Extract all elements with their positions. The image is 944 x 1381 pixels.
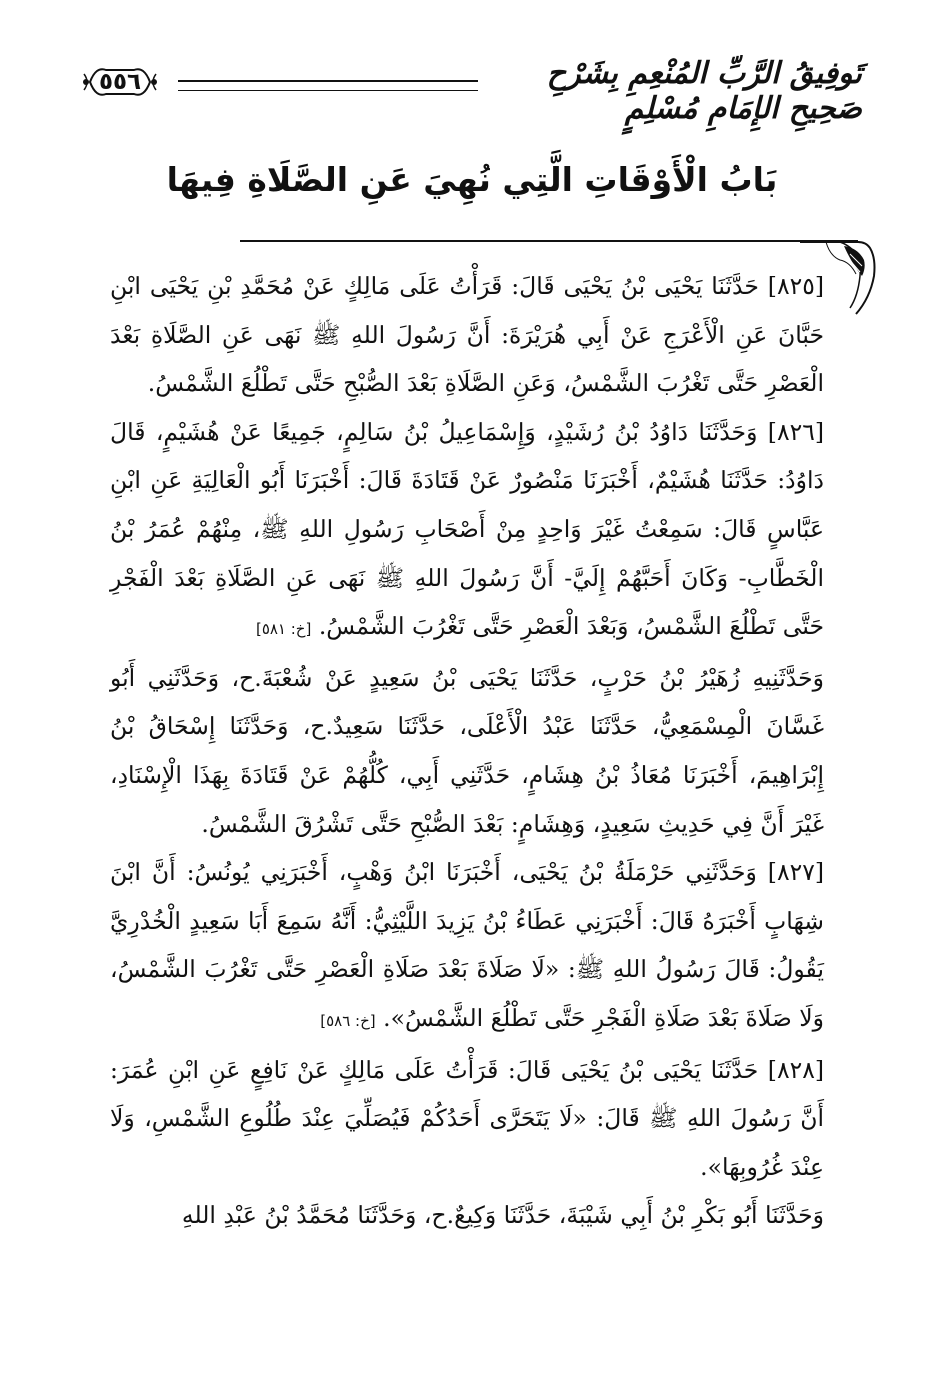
book-title: تَوفِيقُ الرَّبِّ المُنْعِمِ بِشَرْحِ صَحِيحِ الإِمَامِ مُسْلِمٍ <box>546 56 862 126</box>
hadith-826-text: [٨٢٦] وَحَدَّثَنَا دَاوُدُ بْنُ رُشَيْدٍ، وَإِسْمَاعِيلُ بْنُ سَالِمٍ، جَمِيعًا عَنْ هُشَيْمٍ، قَالَ دَاوُدُ: حَدَّثَنَا هُشَيْمٌ، أَخْبَرَنَا مَنْصُورٌ عَنْ قَتَادَةَ قَالَ: أَخْبَرَنَا أَبُو الْعَالِيَةِ عَنِ ابْنِ عَبَّاسٍ قَالَ: سَمِعْتُ غَيْرَ وَاحِدٍ مِنْ أَصْحَابِ رَسُولِ اللهِ ﷺ، مِنْهُمْ عُمَرُ بْنُ الْخَطَّابِ- وَكَانَ أَحَبَّهُمْ إِلَيَّ- أَنَّ رَسُولَ اللهِ ﷺ نَهَى عَنِ الصَّلَاةِ بَعْدَ الْفَجْرِ حَتَّى تَطْلُعَ الشَّمْسُ، وَبَعْدَ الْعَصْرِ حَتَّى تَغْرُبَ الشَّمْسُ. <box>110 417 824 641</box>
hadith-content <box>110 262 824 1240</box>
hadith-828: [٨٢٨] حَدَّثَنَا يَحْيَى بْنُ يَحْيَى قَالَ: قَرَأْتُ عَلَى مَالِكٍ عَنْ نَافِعٍ عَنِ ابْنِ عُمَرَ: أَنَّ رَسُولَ اللهِ ﷺ قَالَ: «لَا يَتَحَرَّى أَحَدُكُمْ فَيُصَلِّيَ عِنْدَ طُلُوعِ الشَّمْسِ، وَلَا عِنْدَ غُرُوبِهَا». <box>110 1055 824 1181</box>
hadith-826 <box>110 408 824 654</box>
bukhari-reference: [خ: ٥٨٦] <box>320 1011 376 1030</box>
hadith-825: [٨٢٥] حَدَّثَنَا يَحْيَى بْنُ يَحْيَى قَالَ: قَرَأْتُ عَلَى مَالِكٍ عَنْ مُحَمَّدِ بْنِ يَحْيَى ابْنِ حَبَّانَ عَنِ الْأَعْرَجِ عَنْ أَبِي هُرَيْرَةَ: أَنَّ رَسُولَ اللهِ ﷺ نَهَى عَنِ الصَّلَاةِ بَعْدَ الْعَصْرِ حَتَّى تَغْرُبَ الشَّمْسُ، وَعَنِ الصَّلَاةِ بَعْدَ الصُّبْحِ حَتَّى تَطْلُعَ الشَّمْسُ. <box>110 272 824 398</box>
page-number: ٥٥٦ <box>98 69 142 95</box>
page-number-badge <box>82 62 158 102</box>
hadith-826-chain: وَحَدَّثَنِيهِ زُهَيْرُ بْنُ حَرْبٍ، حَدَّثَنَا يَحْيَى بْنُ سَعِيدٍ عَنْ شُعْبَةَ.ح، وَحَدَّثَنِي أَبُو غَسَّانَ الْمِسْمَعِيُّ، حَدَّثَنَا عَبْدُ الْأَعْلَى، حَدَّثَنَا سَعِيدٌ.ح، وَحَدَّثَنَا إِسْحَاقُ بْنُ إِبْرَاهِيمَ، أَخْبَرَنَا مُعَاذُ بْنُ هِشَامٍ، حَدَّثَنِي أَبِي، كُلُّهُمْ عَنْ قَتَادَةَ بِهَذَا الْإِسْنَادِ، غَيْرَ أَنَّ فِي حَدِيثِ سَعِيدٍ، وَهِشَامٍ: بَعْدَ الصُّبْحِ حَتَّى تَشْرُقَ الشَّمْسُ. <box>110 663 824 838</box>
hadith-828-chain: وَحَدَّثَنَا أَبُو بَكْرِ بْنُ أَبِي شَيْبَةَ، حَدَّثَنَا وَكِيعٌ.ح، وَحَدَّثَنَا مُحَمَّدُ بْنُ عَبْدِ اللهِ <box>181 1201 824 1230</box>
page-header <box>82 50 862 126</box>
hadith-827 <box>110 848 824 1045</box>
hadith-827-text: [٨٢٧] وَحَدَّثَنِي حَرْمَلَةُ بْنُ يَحْيَى، أَخْبَرَنَا ابْنُ وَهْبٍ، أَخْبَرَنِي يُونُسُ: أَنَّ ابْنَ شِهَابٍ أَخْبَرَهُ قَالَ: أَخْبَرَنِي عَطَاءُ بْنُ يَزِيدَ اللَّيْثِيُّ: أَنَّهُ سَمِعَ أَبَا سَعِيدٍ الْخُدْرِيَّ يَقُولُ: قَالَ رَسُولُ اللهِ ﷺ: «لَا صَلَاةَ بَعْدَ صَلَاةِ الْعَصْرِ حَتَّى تَغْرُبَ الشَّمْسُ، وَلَا صَلَاةَ بَعْدَ صَلَاةِ الْفَجْرِ حَتَّى تَطْلُعَ الشَّمْسُ». <box>110 858 824 1032</box>
chapter-title: بَابُ الْأَوْقَاتِ الَّتِي نُهِيَ عَنِ الصَّلَاةِ فِيهَا <box>166 160 778 199</box>
header-rule <box>178 80 478 91</box>
divider-rule <box>240 240 858 242</box>
bukhari-reference: [خ: ٥٨١] <box>255 620 312 639</box>
